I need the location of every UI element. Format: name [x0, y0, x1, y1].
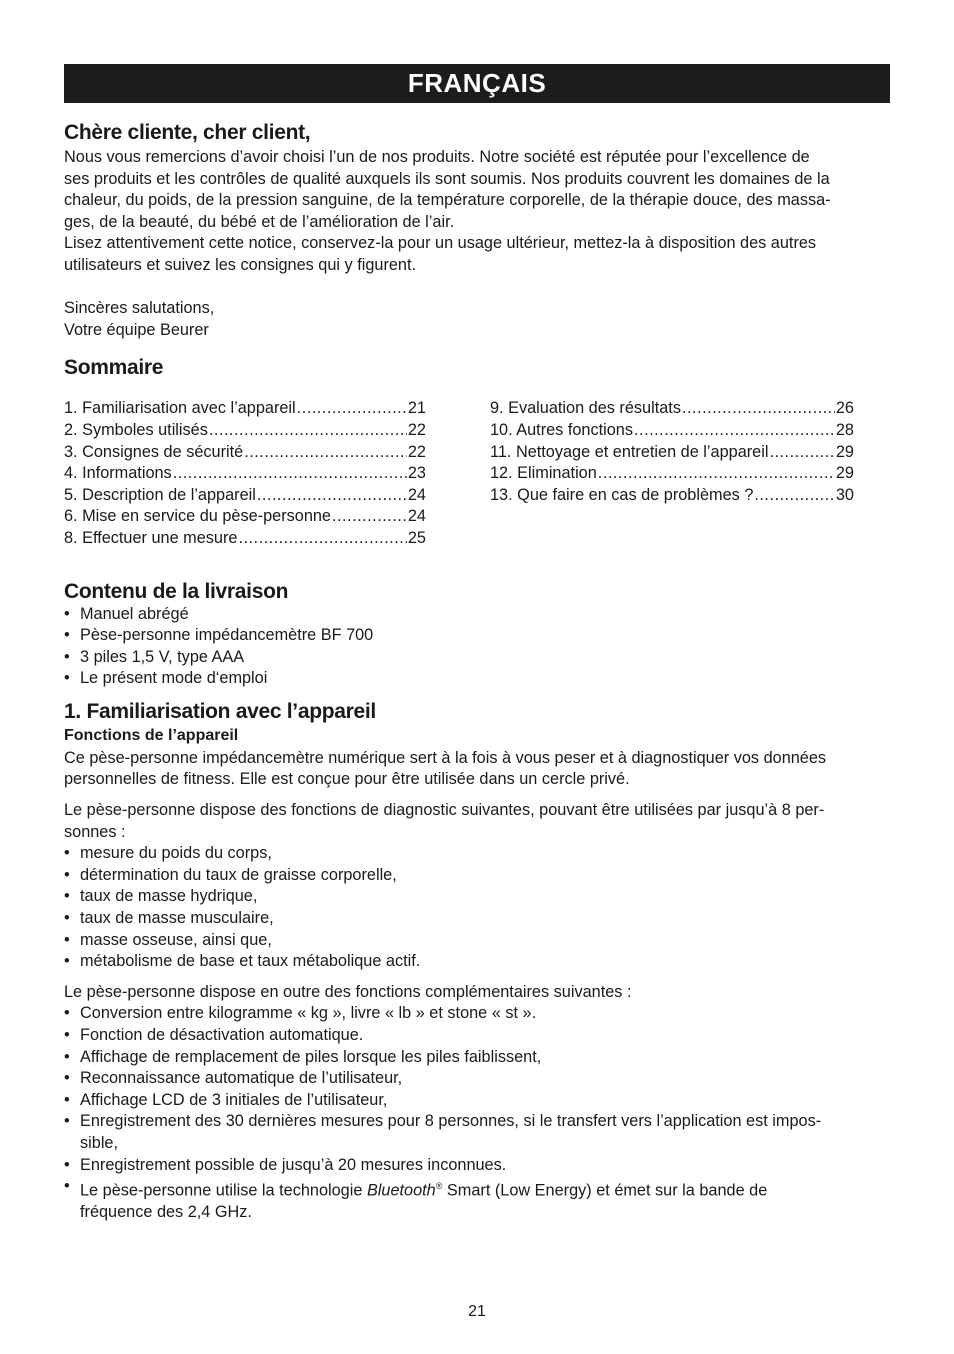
intro-line: personnelles de fitness. Elle est conçue pour être utilisée dans un cercle privé. — [64, 770, 630, 789]
closing-line: Votre équipe Beurer — [64, 320, 209, 339]
manual-page — [64, 64, 890, 1224]
greeting-text-line: chaleur, du poids, de la pression sanguine, de la température corporelle, de la thérapie douce, des massa- — [64, 191, 831, 210]
diagnostic-list — [64, 843, 890, 973]
toc-left-column — [64, 398, 426, 549]
toc-entry[interactable]: 1. Familiarisation avec l’appareil ..... 21 — [64, 398, 426, 420]
toc-right-column — [490, 398, 854, 549]
list-item: • détermination du taux de graisse corporelle, — [64, 865, 890, 887]
greeting-text-line: utilisateurs et suivez les consignes qui y figurent. — [64, 255, 417, 274]
bluetooth-brand: Bluetooth — [366, 1181, 436, 1200]
extra-functions-list — [64, 1003, 890, 1223]
section1-subtitle: Fonctions de l’appareil — [64, 726, 239, 744]
list-item: • Affichage LCD de 3 initiales de l’utilisateur, — [64, 1090, 890, 1112]
greeting-text-line: ges, de la beauté, du bébé et de l’amélioration de l’air. — [64, 212, 455, 231]
list-item: • taux de masse musculaire, — [64, 908, 890, 930]
extra-intro: Le pèse-personne dispose en outre des fonctions complémentaires suivantes : — [64, 982, 632, 1001]
greeting-text-line: Lisez attentivement cette notice, conservez-la pour un usage ultérieur, mettez-la à disposition des autres — [64, 234, 817, 253]
greeting-text-line: ses produits et les contrôles de qualité auxquels ils sont soumis. Nos produits couvrent les domaines de la — [64, 169, 830, 188]
toc-entry[interactable]: 2. Symboles utilisés ..... 22 — [64, 420, 426, 442]
list-item: • taux de masse hydrique, — [64, 886, 890, 908]
list-item: • Le présent mode d‘emploi — [64, 668, 890, 690]
intro-line: Ce pèse-personne impédancemètre numérique sert à la fois à vous peser et à diagnostiquer vos données — [64, 748, 827, 767]
toc-entry[interactable]: 11. Nettoyage et entretien de l’appareil ..... 29 — [490, 442, 854, 464]
toc-entry[interactable]: 13. Que faire en cas de problèmes ? ..... 30 — [490, 485, 854, 507]
toc-entry[interactable]: 3. Consignes de sécurité ..... 22 — [64, 442, 426, 464]
toc-entry[interactable]: 8. Effectuer une mesure ..... 25 — [64, 528, 426, 550]
list-item: • Le pèse-personne utilise la technologie Bluetooth® Smart (Low Energy) et émet sur la bande de fréquence des 2,4 GHz. — [64, 1176, 890, 1224]
language-header: FRANÇAIS — [64, 64, 890, 103]
toc-entry[interactable]: 12. Elimination ..... 29 — [490, 463, 854, 485]
toc-entry[interactable]: 10. Autres fonctions ..... 28 — [490, 420, 854, 442]
diag-intro-line: sonnes : — [64, 822, 126, 841]
diag-intro-line: Le pèse-personne dispose des fonctions de diagnostic suivantes, pouvant être utilisées par jusqu’à 8 per- — [64, 801, 825, 820]
page-number: 21 — [468, 1303, 486, 1320]
list-item: • Conversion entre kilogramme « kg », livre « lb » et stone « st ». — [64, 1003, 890, 1025]
list-item: • Fonction de désactivation automatique. — [64, 1025, 890, 1047]
list-item: • Affichage de remplacement de piles lorsque les piles faiblissent, — [64, 1047, 890, 1069]
list-item: • Reconnaissance automatique de l’utilisateur, — [64, 1068, 890, 1090]
list-item: • mesure du poids du corps, — [64, 843, 890, 865]
section1-title: 1. Familiarisation avec l’appareil — [64, 699, 376, 723]
list-item: • Enregistrement possible de jusqu’à 20 mesures inconnues. — [64, 1155, 890, 1177]
delivery-list — [64, 604, 890, 690]
list-item: • Enregistrement des 30 dernières mesures pour 8 personnes, si le transfert vers l’application est impos- sible, — [64, 1111, 890, 1154]
toc-entry[interactable]: 9. Evaluation des résultats ..... 26 — [490, 398, 854, 420]
greeting-title: Chère cliente, cher client, — [64, 121, 311, 144]
list-item: • Pèse-personne impédancemètre BF 700 — [64, 625, 890, 647]
list-item: • 3 piles 1,5 V, type AAA — [64, 647, 890, 669]
greeting-text-line: Nous vous remercions d’avoir choisi l’un de nos produits. Notre société est réputée pour l’excellence de — [64, 148, 810, 166]
toc-entry[interactable]: 5. Description de l’appareil ..... 24 — [64, 485, 426, 507]
toc-title: Sommaire — [64, 356, 164, 380]
list-item: • Manuel abrégé — [64, 604, 890, 626]
list-item: • masse osseuse, ainsi que, — [64, 930, 890, 952]
closing-line: Sincères salutations, — [64, 299, 215, 318]
delivery-title: Contenu de la livraison — [64, 579, 289, 603]
toc-entry[interactable]: 4. Informations ..... 23 — [64, 463, 426, 485]
toc-entry[interactable]: 6. Mise en service du pèse-personne ..... 24 — [64, 506, 426, 528]
table-of-contents — [64, 398, 890, 549]
list-item: • métabolisme de base et taux métabolique actif. — [64, 951, 890, 973]
